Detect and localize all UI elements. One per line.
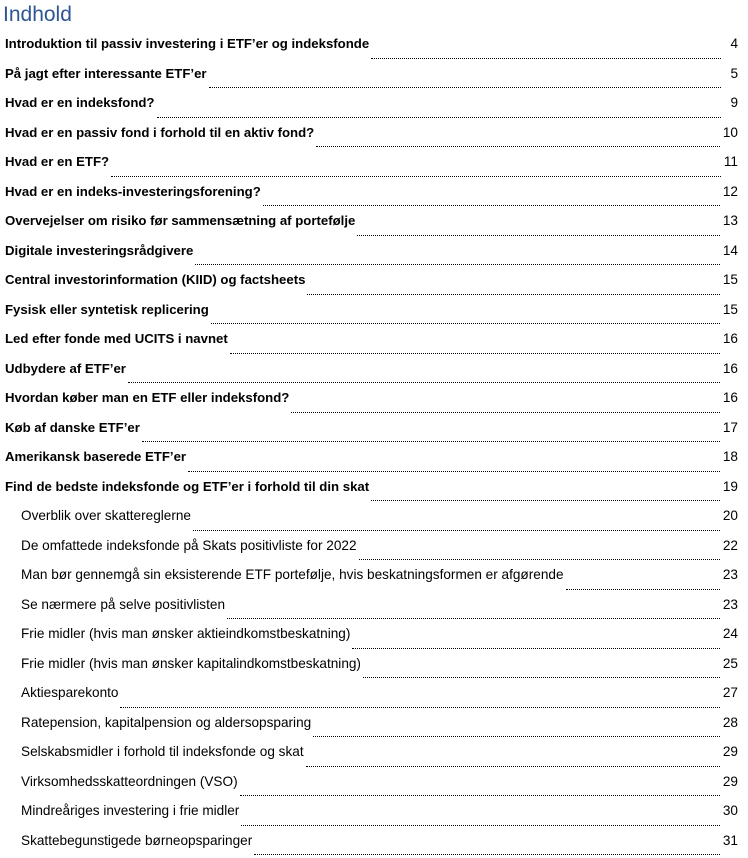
toc-entry[interactable] [0, 206, 748, 236]
toc-entry-title: Central investorinformation (KIID) og factsheets [5, 272, 306, 288]
toc-entry[interactable] [0, 560, 748, 590]
toc-entry-page-number: 24 [722, 626, 738, 642]
toc-entry-title: Find de bedste indeksfonde og ETF’er i forhold til din skat [5, 478, 370, 494]
dot-leader [193, 521, 720, 531]
toc-entry[interactable] [0, 88, 748, 118]
toc-entry-title: På jagt efter interessante ETF’er [5, 65, 207, 81]
toc-entry-page-number: 17 [722, 419, 738, 435]
toc-entry[interactable] [0, 472, 748, 502]
toc-entry-title: Hvad er en passiv fond i forhold til en aktiv fond? [5, 124, 315, 140]
toc-entry-page-number: 27 [722, 685, 738, 701]
dot-leader [120, 698, 719, 708]
toc-entry[interactable] [0, 413, 748, 443]
toc-entry[interactable] [0, 236, 748, 266]
toc-entry-title: Man bør gennemgå sin eksisterende ETF portefølje, hvis beskatningsformen er afgørende [21, 567, 564, 583]
toc-entry-title: Frie midler (hvis man ønsker aktieindkomstbeskatning) [21, 626, 351, 642]
toc-entry-page-number: 20 [722, 508, 738, 524]
toc-entry-title: Køb af danske ETF’er [5, 419, 140, 435]
toc-entry-page-number: 13 [722, 213, 738, 229]
toc-entry-title: Skattebegunstigede børneopsparinger [21, 832, 253, 848]
dot-leader [371, 49, 721, 59]
toc-entry-title: Overvejelser om risiko før sammensætning af portefølje [5, 213, 356, 229]
toc-entry[interactable] [0, 324, 748, 354]
dot-leader [371, 491, 720, 501]
toc-entry[interactable] [0, 383, 748, 413]
toc-entry[interactable] [0, 619, 748, 649]
toc-entry[interactable] [0, 590, 748, 620]
toc-entry-title: Amerikansk baserede ETF’er [5, 449, 187, 465]
dot-leader [230, 344, 720, 354]
toc-entry-page-number: 28 [722, 714, 738, 730]
toc-heading: Indhold [3, 3, 72, 26]
toc-entry-title: Overblik over skattereglerne [21, 508, 191, 524]
toc-entry-title: Udbydere af ETF’er [5, 360, 126, 376]
toc-entry-page-number: 22 [722, 537, 738, 553]
toc-entry[interactable] [0, 118, 748, 148]
toc-entry-title: Digitale investeringsrådgivere [5, 242, 194, 258]
toc-entry[interactable] [0, 177, 748, 207]
dot-leader [306, 757, 720, 767]
toc-entry-page-number: 14 [722, 242, 738, 258]
dot-leader [211, 314, 720, 324]
toc-entry[interactable] [0, 649, 748, 679]
toc-entry-page-number: 16 [722, 360, 738, 376]
toc-entry-title: Hvad er en ETF? [5, 154, 110, 170]
toc-entry-page-number: 16 [722, 390, 738, 406]
toc-entry-title: Hvordan køber man en ETF eller indeksfond? [5, 390, 290, 406]
dot-leader [142, 432, 720, 442]
toc-entry-page-number: 18 [722, 449, 738, 465]
dot-leader [313, 727, 720, 737]
dot-leader [254, 845, 720, 855]
toc-entry-title: Hvad er en indeks-investeringsforening? [5, 183, 261, 199]
dot-leader [209, 78, 721, 88]
toc-entry[interactable] [0, 531, 748, 561]
toc-entry-title: Selskabsmidler i forhold til indeksfonde og skat [21, 744, 304, 760]
toc-entry-page-number: 31 [722, 832, 738, 848]
dot-leader [157, 108, 722, 118]
toc-entry-title: Led efter fonde med UCITS i navnet [5, 331, 228, 347]
toc-entry-title: Fysisk eller syntetisk replicering [5, 301, 209, 317]
toc-entry-title: Hvad er en indeksfond? [5, 95, 155, 111]
toc-entry[interactable] [0, 708, 748, 738]
toc-entry-title: Ratepension, kapitalpension og aldersopsparing [21, 714, 312, 730]
toc-entry-page-number: 16 [722, 331, 738, 347]
toc-entry[interactable] [0, 265, 748, 295]
toc-entry-page-number: 5 [730, 65, 738, 81]
toc-entry-title: Mindreåriges investering i frie midler [21, 803, 240, 819]
toc-entry-title: Introduktion til passiv investering i ETF’er og indeksfonde [5, 36, 370, 52]
toc-entry[interactable] [0, 767, 748, 797]
dot-leader [240, 786, 720, 796]
dot-leader [566, 580, 720, 590]
toc-entry[interactable] [0, 354, 748, 384]
toc-entry-page-number: 10 [722, 124, 738, 140]
toc-entry-title: De omfattede indeksfonde på Skats positivliste for 2022 [21, 537, 357, 553]
dot-leader [352, 639, 719, 649]
toc-entry-page-number: 19 [722, 478, 738, 494]
dot-leader [188, 462, 720, 472]
dot-leader [316, 137, 720, 147]
toc-entry[interactable] [0, 678, 748, 708]
dot-leader [195, 255, 720, 265]
dot-leader [227, 609, 720, 619]
dot-leader [111, 167, 721, 177]
dot-leader [357, 226, 720, 236]
dot-leader [128, 373, 720, 383]
toc-entry-page-number: 15 [722, 272, 738, 288]
toc-entry-page-number: 23 [722, 567, 738, 583]
toc-entry-page-number: 30 [722, 803, 738, 819]
dot-leader [291, 403, 720, 413]
toc-entry[interactable] [0, 501, 748, 531]
toc-entry-page-number: 4 [730, 36, 738, 52]
toc-entry[interactable] [0, 295, 748, 325]
toc-entry[interactable] [0, 442, 748, 472]
toc-entry[interactable] [0, 826, 748, 856]
dot-leader [263, 196, 720, 206]
toc-entry-page-number: 15 [722, 301, 738, 317]
toc-entry-title: Frie midler (hvis man ønsker kapitalindkomstbeskatning) [21, 655, 361, 671]
toc-entry-title: Virksomhedsskatteordningen (VSO) [21, 773, 238, 789]
toc-entry-page-number: 29 [722, 744, 738, 760]
toc-entry[interactable] [0, 29, 748, 59]
toc-entry-page-number: 25 [722, 655, 738, 671]
toc-entry[interactable] [0, 737, 748, 767]
toc-entry-page-number: 12 [722, 183, 738, 199]
table-of-contents [0, 29, 748, 855]
dot-leader [307, 285, 719, 295]
toc-entry-page-number: 9 [730, 95, 738, 111]
dot-leader [359, 550, 720, 560]
toc-entry-page-number: 23 [722, 596, 738, 612]
dot-leader [363, 668, 720, 678]
toc-entry-title: Aktiesparekonto [21, 685, 119, 701]
toc-entry-title: Se nærmere på selve positivlisten [21, 596, 225, 612]
dot-leader [241, 816, 720, 826]
toc-entry[interactable] [0, 147, 748, 177]
toc-entry[interactable] [0, 796, 748, 826]
toc-entry-page-number: 11 [723, 154, 738, 170]
toc-entry-page-number: 29 [722, 773, 738, 789]
toc-entry[interactable] [0, 59, 748, 89]
